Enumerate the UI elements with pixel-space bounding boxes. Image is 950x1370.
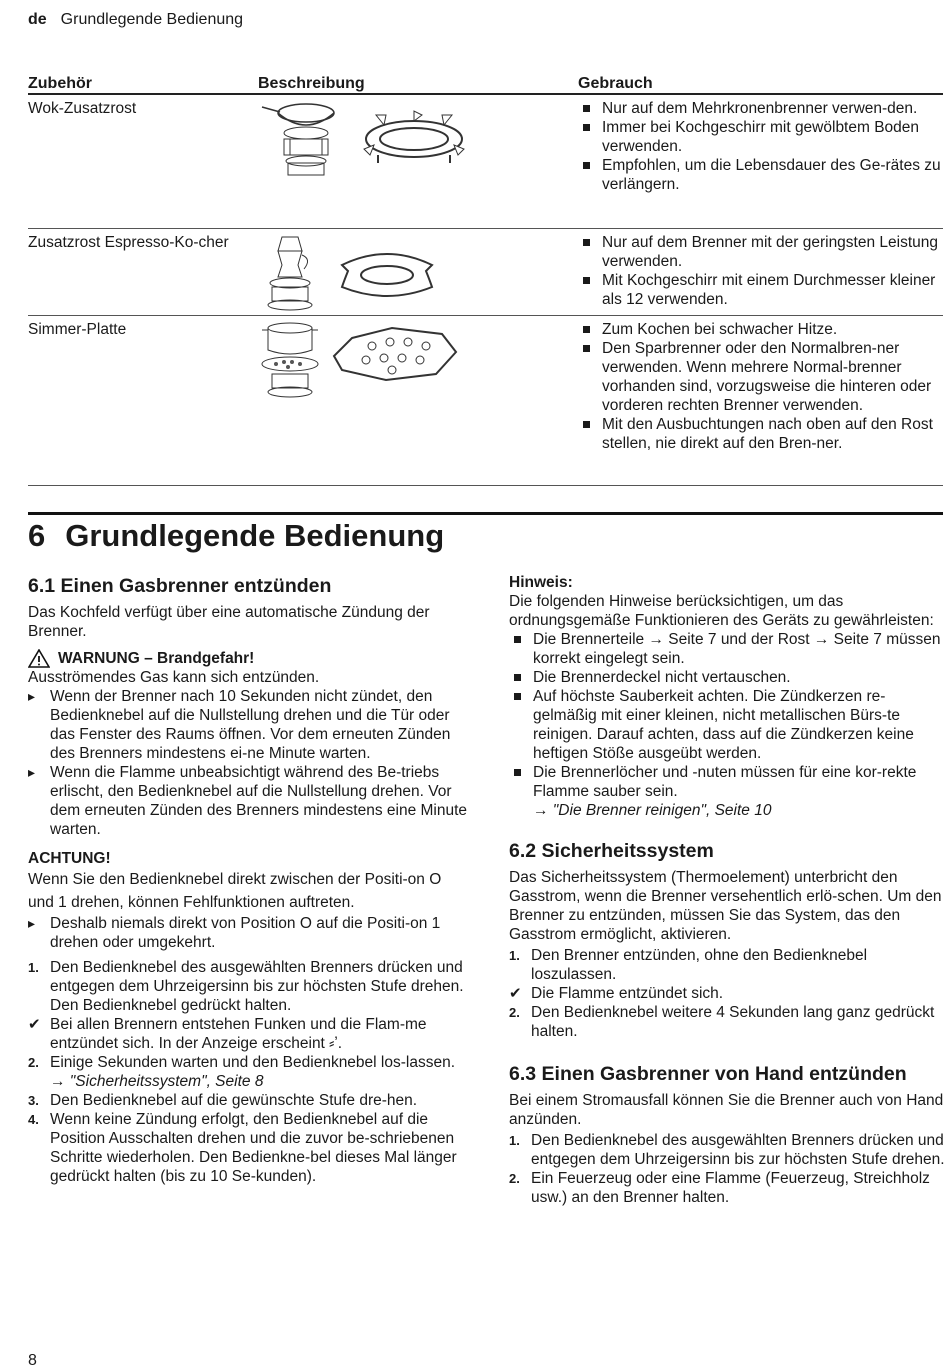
safety-steps bbox=[509, 946, 949, 1041]
accessory-illustration bbox=[258, 94, 578, 228]
caution-list bbox=[28, 914, 468, 952]
col-header-accessory: Zubehör bbox=[28, 70, 258, 94]
step-item: 2. Den Bedienknebel weitere 4 Sekunden lang ganz gedrückt halten. bbox=[509, 1004, 935, 1040]
list-item: Nur auf dem Brenner mit der geringsten Leistung verwenden. bbox=[578, 233, 943, 271]
list-item: Zum Kochen bei schwacher Hitze. bbox=[578, 320, 943, 339]
list-item: Die Brennerdeckel nicht vertauschen. bbox=[509, 668, 949, 687]
subsection-title-6-1: 6.1 Einen Gasbrenner entzünden bbox=[28, 575, 332, 597]
header-title: Grundlegende Bedienung bbox=[60, 11, 244, 28]
espresso-ring-illustration-icon bbox=[258, 233, 328, 313]
left-column bbox=[28, 573, 468, 1186]
subsection-title-6-3: 6.3 Einen Gasbrenner von Hand entzünden bbox=[509, 1063, 907, 1085]
warning-text: Ausströmendes Gas kann sich entzünden. bbox=[28, 669, 320, 686]
section-divider bbox=[28, 512, 943, 515]
cross-reference-link[interactable]: → "Sicherheitssystem", Seite 8 bbox=[50, 1073, 264, 1090]
warning-list bbox=[28, 687, 468, 839]
warning-triangle-icon bbox=[28, 649, 50, 668]
accessories-table bbox=[28, 70, 943, 486]
subsection-title-6-2: 6.2 Sicherheitssystem bbox=[509, 840, 714, 862]
table-row bbox=[28, 228, 943, 315]
simmer-plate-illustration-icon bbox=[258, 320, 328, 400]
right-column bbox=[509, 573, 949, 1207]
usage-list bbox=[578, 99, 943, 194]
accessory-illustration bbox=[258, 228, 578, 315]
ignition-steps bbox=[28, 958, 468, 1186]
wok-ring-top-icon bbox=[354, 109, 474, 169]
accessory-name: Wok-Zusatzrost bbox=[28, 94, 258, 228]
accessory-name: Zusatzrost Espresso-Ko-cher bbox=[28, 228, 258, 315]
usage-list bbox=[578, 233, 943, 309]
warning-title: WARNUNG – Brandgefahr! bbox=[58, 650, 255, 667]
manual-ignition-text: Bei einem Stromausfall können Sie die Brenner auch von Hand anzünden. bbox=[509, 1092, 944, 1128]
step-item: 1. Den Bedienknebel des ausgewählten Brenners drücken und entgegen dem Uhrzeigersinn bis zur höchsten Stufe drehen. Den Bedienknebel gedrückt halten. bbox=[28, 959, 464, 1014]
step-item: 2. Einige Sekunden warten und den Bedienknebel los-lassen. → "Sicherheitssystem", Seite 8 bbox=[28, 1054, 456, 1090]
table-row bbox=[28, 94, 943, 228]
section-title: Grundlegende Bedienung bbox=[65, 518, 445, 553]
hint-list bbox=[509, 630, 949, 820]
accessory-illustration bbox=[258, 315, 578, 485]
section-number: 6 bbox=[28, 518, 46, 553]
simmer-plate-top-icon bbox=[332, 324, 462, 384]
page-number: 8 bbox=[28, 1352, 37, 1369]
caution-title: ACHTUNG! bbox=[28, 850, 111, 867]
list-item: ▸ Wenn der Brenner nach 10 Sekunden nicht zündet, den Bedienknebel auf die Nullstellung drehen und die Tür oder das Fenster des Raums öffnen. Vor dem erneuten Zünden des Brenners mindestens ei-ne Minute warten. bbox=[28, 687, 468, 763]
list-item: Mit den Ausbuchtungen nach oben auf den Rost stellen, nie direkt auf den Bren-ner. bbox=[578, 415, 943, 453]
manual-ignition-steps bbox=[509, 1131, 949, 1207]
list-item: ▸ Deshalb niemals direkt von Position O auf die Positi-on 1 drehen oder umgekehrt. bbox=[28, 914, 468, 952]
step-item: 1. Den Brenner entzünden, ohne den Bedienknebel loszulassen. bbox=[509, 947, 868, 983]
caution-text: Wenn Sie den Bedienknebel direkt zwischen der Positi-on O und 1 drehen, können Fehlfunktionen auftreten. bbox=[28, 871, 442, 911]
list-item: ▸ Wenn die Flamme unbeabsichtigt während des Be-triebs erlischt, den Bedienknebel auf die Nullstellung drehen. Vor dem erneuten Zünden des Brenners mindestens eine Minute warten. bbox=[28, 763, 468, 839]
list-item: Die Brennerteile → Seite 7 und der Rost → Seite 7 müssen korrekt eingelegt sein. bbox=[509, 630, 949, 668]
step-result: ✔ Die Flamme entzündet sich. bbox=[509, 985, 724, 1002]
step-item: 1. Den Bedienknebel des ausgewählten Brenners drücken und entgegen dem Uhrzeigersinn bis zur höchsten Stufe drehen. bbox=[509, 1132, 945, 1168]
espresso-ring-top-icon bbox=[332, 245, 442, 305]
cross-reference-link[interactable]: → "Die Brenner reinigen", Seite 10 bbox=[533, 802, 772, 819]
col-header-usage: Gebrauch bbox=[578, 70, 943, 94]
hint-intro: Die folgenden Hinweise berücksichtigen, um das ordnungsgemäße Funktionieren des Geräts zu gewährleisten: bbox=[509, 593, 934, 629]
table-header-row bbox=[28, 70, 943, 94]
step-item: 3. Den Bedienknebel auf die gewünschte Stufe dre-hen. bbox=[28, 1092, 418, 1109]
list-item: Immer bei Kochgeschirr mit gewölbtem Boden verwenden. bbox=[578, 118, 943, 156]
list-item: Nur auf dem Mehrkronenbrenner verwen-den. bbox=[578, 99, 943, 118]
list-item: Den Sparbrenner oder den Normalbren-ner verwenden. Wenn mehrere Normal-brenner vorhanden sind, vorzugsweise die hinteren oder vorderen rechten Brenner verwenden. bbox=[578, 339, 943, 415]
safety-text: Das Sicherheitssystem (Thermoelement) unterbricht den Gasstrom, wenn die Brenner versehentlich erlö-schen. Um den Brenner zu entzünden, müssen Sie das System, das den Gasstrom ermöglicht, aktivieren. bbox=[509, 869, 942, 943]
list-item: Empfohlen, um die Lebensdauer des Ge-rätes zu verlängern. bbox=[578, 156, 943, 194]
step-item: 4. Wenn keine Zündung erfolgt, den Bedienknebel auf die Position Ausschalten drehen und die zuvor be-schriebenen Schritte wiederholen. Den Bedienkne-bel dieses Mal länger gedrückt halten (bis zu 10 Se-kunden). bbox=[28, 1111, 457, 1185]
warning-heading bbox=[28, 649, 468, 668]
intro-text: Das Kochfeld verfügt über eine automatische Zündung der Brenner. bbox=[28, 604, 430, 640]
table-row bbox=[28, 315, 943, 485]
hint-title: Hinweis: bbox=[509, 574, 573, 591]
step-result: ✔ Bei allen Brennern entstehen Funken und die Flam-me entzündet sich. In der Anzeige erscheint ⸗ʼ. bbox=[28, 1016, 427, 1052]
list-item: Die Brennerlöcher und -nuten müssen für eine kor-rekte Flamme sauber sein. → "Die Brenner reinigen", Seite 10 bbox=[509, 763, 949, 820]
col-header-description: Beschreibung bbox=[258, 70, 578, 94]
step-item: 2. Ein Feuerzeug oder eine Flamme (Feuerzeug, Streichholz usw.) an den Brenner halten. bbox=[509, 1170, 930, 1206]
usage-list bbox=[578, 320, 943, 453]
section-heading bbox=[28, 516, 444, 556]
language-code: de bbox=[28, 11, 47, 28]
page-header bbox=[28, 10, 243, 29]
accessory-name: Simmer-Platte bbox=[28, 315, 258, 485]
wok-ring-illustration-icon bbox=[258, 99, 358, 179]
list-item: Auf höchste Sauberkeit achten. Die Zündkerzen re-gelmäßig mit einer kleinen, nicht metallischen Bürs-te reinigen. Darauf achten, dass auf die Zündkerzen keine heftigen Stöße ausgeübt werden. bbox=[509, 687, 949, 763]
list-item: Mit Kochgeschirr mit einem Durchmesser kleiner als 12 verwenden. bbox=[578, 271, 943, 309]
